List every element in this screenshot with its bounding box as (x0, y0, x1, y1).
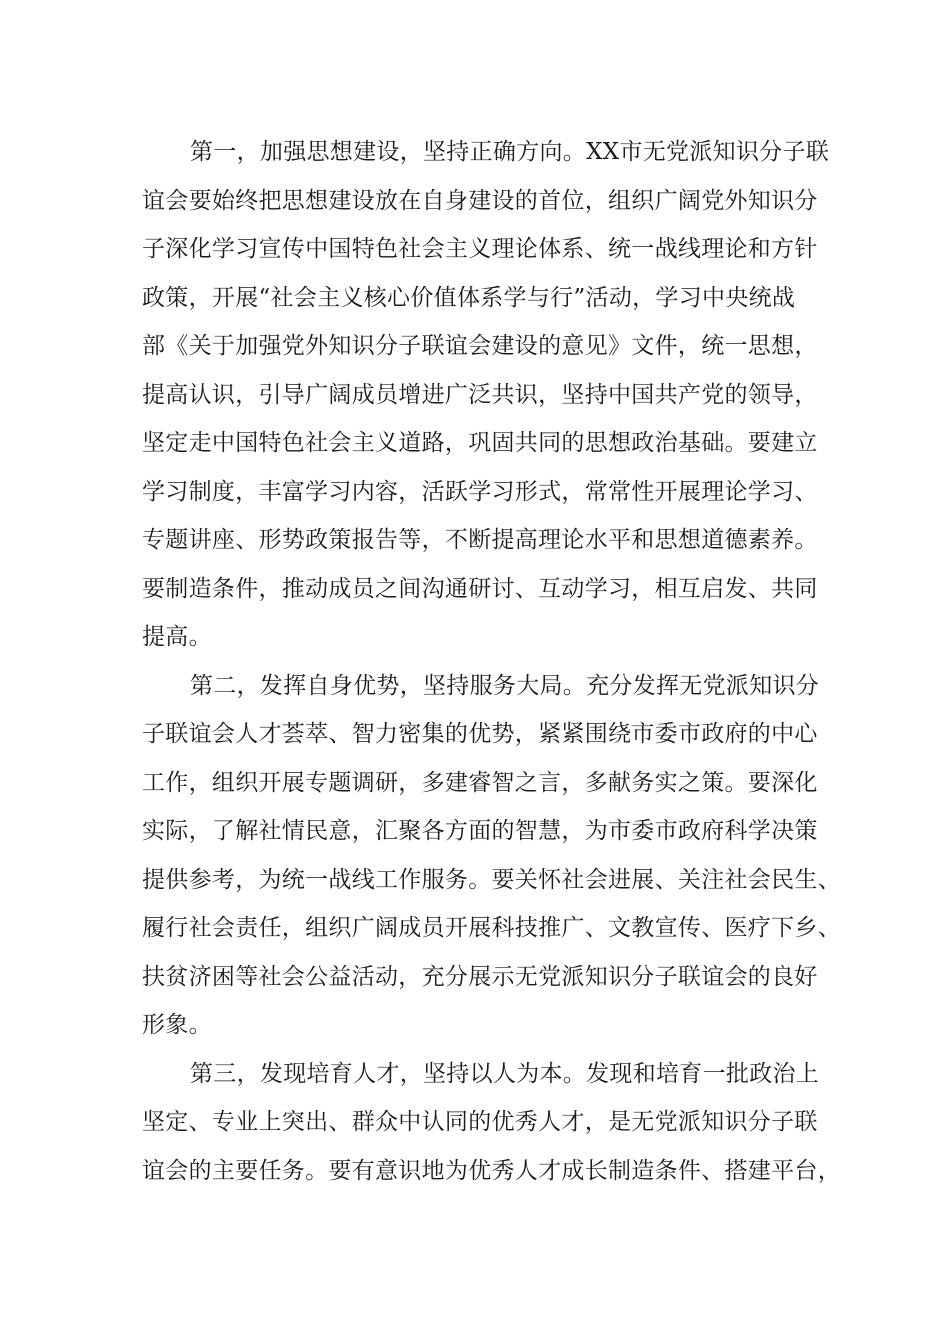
paragraph-line: 提高认识，引导广阔成员增进广泛共识，坚持中国共产党的领导， (142, 381, 818, 408)
paragraph-line: 专题讲座、形势政策报告等，不断提高理论水平和思想道德素养。 (142, 527, 818, 553)
paragraph-line: 工作，组织开展专题调研，多建睿智之言，多献务实之策。要深化 (142, 769, 818, 796)
paragraph-line: 谊会要始终把思想建设放在自身建设的首位，组织广阔党外知识分 (142, 187, 818, 214)
paragraph-line: 坚定、专业上突出、群众中认同的优秀人才，是无党派知识分子联 (142, 1109, 818, 1135)
paragraph-line: 坚定走中国特色社会主义道路，巩固共同的思想政治基础。要建立 (142, 430, 818, 456)
paragraph-line: 子联谊会人才荟萃、智力密集的优势，紧紧围绕市委市政府的中心 (142, 721, 818, 747)
paragraph-line: 实际，了解社情民意，汇聚各方面的智慧，为市委市政府科学决策 (142, 818, 818, 844)
paragraph-line: 政策，开展“社会主义核心价值体系学与行”活动，学习中央统战 (142, 284, 796, 311)
paragraph-line: 提供参考，为统一战线工作服务。要关怀社会进展、关注社会民生、 (142, 866, 841, 893)
document-body (142, 128, 842, 1195)
paragraph-line: 扶贫济困等社会公益活动，充分展示无党派知识分子联谊会的良好 (142, 963, 818, 990)
paragraph-2 (142, 662, 842, 1050)
paragraph-line: 第一，加强思想建设，坚持正确方向。XX市无党派知识分子联 (190, 139, 830, 165)
paragraph-line: 提高。 (142, 624, 212, 650)
paragraph-line: 部《关于加强党外知识分子联谊会建设的意见》文件，统一思想， (142, 333, 818, 359)
paragraph-line: 谊会的主要任务。要有意识地为优秀人才成长制造条件、搭建平台， (142, 1157, 841, 1184)
paragraph-line: 第二，发挥自身优势，坚持服务大局。充分发挥无党派知识分 (190, 672, 820, 699)
paragraph-line: 第三，发现培育人才，坚持以人为本。发现和培育一批政治上 (190, 1060, 820, 1087)
paragraph-1 (142, 128, 842, 662)
paragraph-line: 形象。 (142, 1012, 212, 1038)
paragraph-line: 子深化学习宣传中国特色社会主义理论体系、统一战线理论和方针 (142, 236, 818, 262)
paragraph-line: 学习制度，丰富学习内容，活跃学习形式，常常性开展理论学习、 (142, 478, 818, 505)
paragraph-line: 要制造条件，推动成员之间沟通研讨、互动学习，相互启发、共同 (142, 575, 818, 602)
paragraph-3 (142, 1050, 842, 1196)
paragraph-line: 履行社会责任，组织广阔成员开展科技推广、文教宣传、医疗下乡、 (142, 915, 841, 941)
